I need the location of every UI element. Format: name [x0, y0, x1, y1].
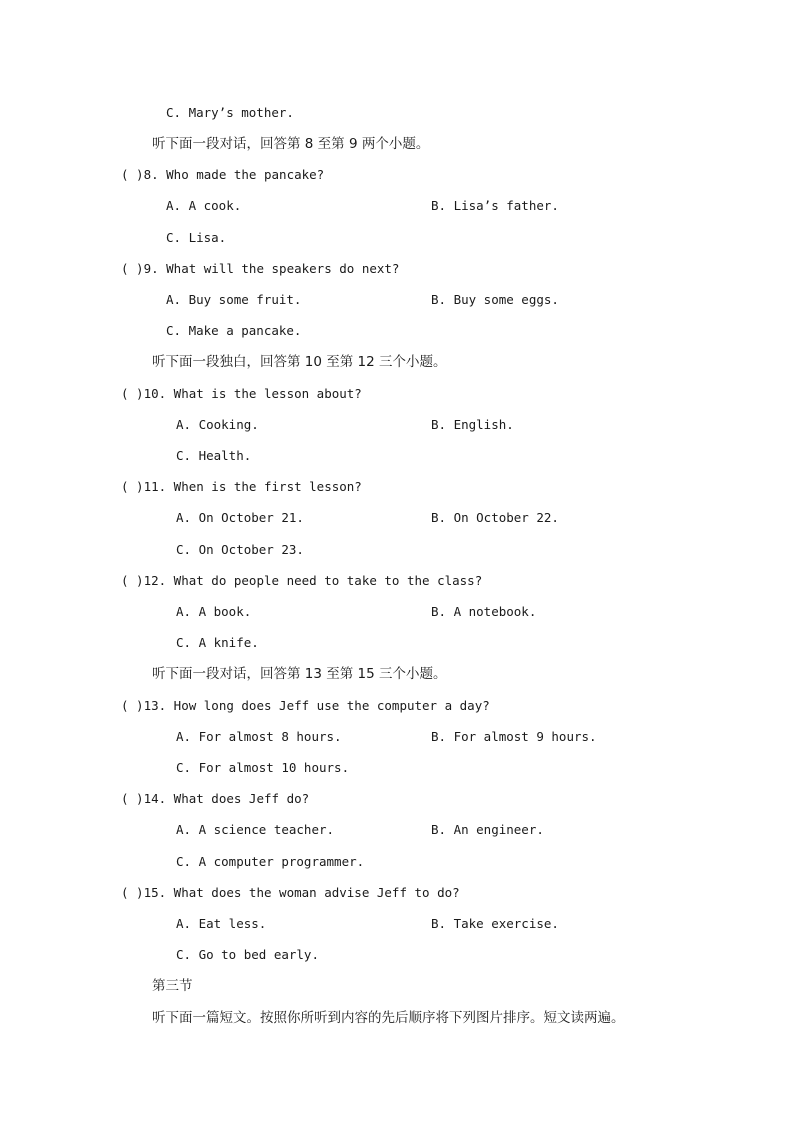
- option-b-q9: B. Buy some eggs.: [431, 292, 559, 307]
- option-a-q9: A. Buy some fruit.: [166, 292, 302, 307]
- option-c-q9: C. Make a pancake.: [166, 323, 302, 338]
- option-c-q7: C. Mary’s mother.: [166, 105, 294, 120]
- option-a-q10: A. Cooking.: [176, 417, 259, 432]
- section-instruction-q8-9: 听下面一段对话，回答第 8 至第 9 两个小题。: [152, 136, 430, 152]
- question-9: ( )9. What will the speakers do next?: [121, 261, 400, 276]
- option-c-q14: C. A computer programmer.: [176, 854, 365, 869]
- section-instruction-part-3: 听下面一篇短文。按照你所听到内容的先后顺序将下列图片排序。短文读两遍。: [152, 1010, 625, 1026]
- section-instruction-q13-15: 听下面一段对话，回答第 13 至第 15 三个小题。: [152, 666, 447, 682]
- option-a-q14: A. A science teacher.: [176, 822, 335, 837]
- option-b-q12: B. A notebook.: [431, 604, 537, 619]
- section-instruction-q10-12: 听下面一段独白，回答第 10 至第 12 三个小题。: [152, 354, 447, 370]
- option-a-q15: A. Eat less.: [176, 916, 267, 931]
- option-c-q10: C. Health.: [176, 448, 252, 463]
- option-c-q15: C. Go to bed early.: [176, 947, 319, 962]
- option-a-q8: A. A cook.: [166, 198, 242, 213]
- option-b-q14: B. An engineer.: [431, 822, 544, 837]
- option-b-q13: B. For almost 9 hours.: [431, 729, 597, 744]
- option-b-q10: B. English.: [431, 417, 514, 432]
- option-b-q8: B. Lisa’s father.: [431, 198, 559, 213]
- question-10: ( )10. What is the lesson about?: [121, 386, 362, 401]
- question-11: ( )11. When is the first lesson?: [121, 479, 362, 494]
- option-a-q11: A. On October 21.: [176, 510, 304, 525]
- question-12: ( )12. What do people need to take to the class?: [121, 573, 483, 588]
- option-a-q13: A. For almost 8 hours.: [176, 729, 342, 744]
- option-a-q12: A. A book.: [176, 604, 252, 619]
- option-c-q8: C. Lisa.: [166, 230, 227, 245]
- option-b-q15: B. Take exercise.: [431, 916, 559, 931]
- question-13: ( )13. How long does Jeff use the computer a day?: [121, 698, 490, 713]
- option-b-q11: B. On October 22.: [431, 510, 559, 525]
- option-c-q11: C. On October 23.: [176, 542, 304, 557]
- option-c-q13: C. For almost 10 hours.: [176, 760, 350, 775]
- question-15: ( )15. What does the woman advise Jeff to do?: [121, 885, 460, 900]
- section-heading-part-3: 第三节: [152, 978, 193, 994]
- option-c-q12: C. A knife.: [176, 635, 259, 650]
- question-14: ( )14. What does Jeff do?: [121, 791, 310, 806]
- question-8: ( )8. Who made the pancake?: [121, 167, 325, 182]
